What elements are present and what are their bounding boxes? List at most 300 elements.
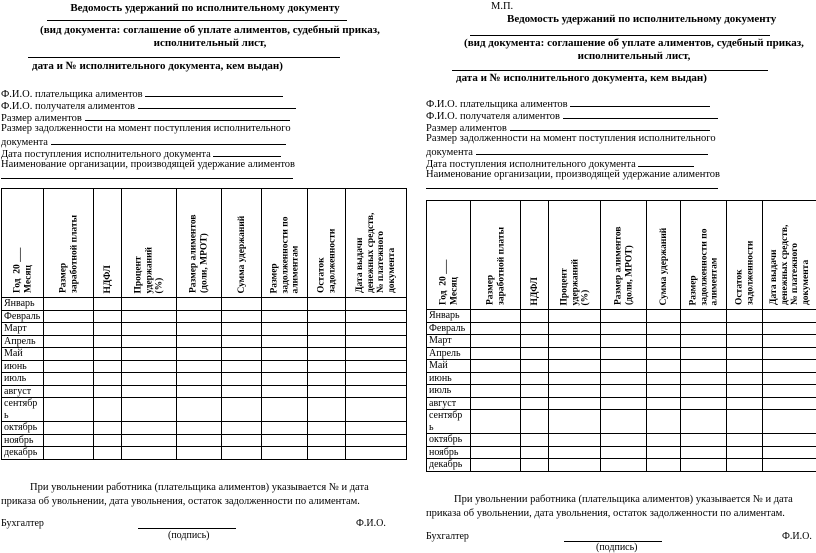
table-cell bbox=[647, 397, 681, 410]
table-cell bbox=[177, 434, 222, 447]
table-cell bbox=[94, 373, 122, 386]
doc-kind-underline bbox=[452, 70, 768, 71]
table-cell bbox=[601, 446, 647, 459]
form-title: Ведомость удержаний по исполнительному документу bbox=[70, 2, 340, 14]
field-debt-1: Размер задолженности на момент поступления исполнительного bbox=[1, 123, 291, 134]
table-cell bbox=[549, 335, 601, 348]
table-cell bbox=[521, 410, 549, 434]
table-cell bbox=[122, 447, 177, 460]
table-cell bbox=[44, 398, 94, 422]
table-cell bbox=[44, 335, 94, 348]
table-cell bbox=[94, 422, 122, 435]
table-cell bbox=[262, 385, 308, 398]
table-cell bbox=[94, 298, 122, 311]
table-cell bbox=[44, 447, 94, 460]
table-row bbox=[427, 335, 816, 348]
column-header bbox=[647, 201, 681, 310]
table-row bbox=[427, 310, 816, 323]
table-cell bbox=[727, 360, 763, 373]
table-cell bbox=[262, 310, 308, 323]
table-cell bbox=[94, 434, 122, 447]
table-cell bbox=[727, 347, 763, 360]
table-cell bbox=[262, 348, 308, 361]
table-row bbox=[2, 360, 407, 373]
table-row bbox=[2, 398, 407, 422]
table-cell bbox=[177, 323, 222, 336]
table-cell bbox=[521, 372, 549, 385]
table-cell bbox=[44, 434, 94, 447]
table-cell bbox=[122, 385, 177, 398]
table-cell bbox=[601, 347, 647, 360]
table-cell bbox=[222, 434, 262, 447]
column-header-label: Процент удержаний (%) bbox=[558, 258, 590, 305]
table-cell bbox=[521, 459, 549, 472]
column-header-label: Остаток задолженности bbox=[734, 240, 755, 305]
table-cell bbox=[647, 360, 681, 373]
title-underline bbox=[470, 35, 770, 36]
column-header-label: Процент удержаний (%) bbox=[133, 246, 165, 293]
table-cell bbox=[346, 348, 407, 361]
table-cell bbox=[647, 335, 681, 348]
table-cell bbox=[727, 434, 763, 447]
month-cell: сентябр ь bbox=[427, 410, 471, 434]
table-cell bbox=[94, 335, 122, 348]
table-cell bbox=[177, 422, 222, 435]
table-cell bbox=[681, 397, 727, 410]
table-cell bbox=[346, 447, 407, 460]
table-cell bbox=[346, 335, 407, 348]
accountant-label: Бухгалтер bbox=[426, 531, 469, 542]
table-row bbox=[2, 422, 407, 435]
table-cell bbox=[549, 372, 601, 385]
table-cell bbox=[471, 397, 521, 410]
table-cell bbox=[177, 447, 222, 460]
table-cell bbox=[601, 360, 647, 373]
table-cell bbox=[94, 398, 122, 422]
table-cell bbox=[549, 434, 601, 447]
doc-kind-underline bbox=[28, 57, 340, 58]
table-cell bbox=[222, 298, 262, 311]
column-header bbox=[177, 189, 222, 298]
month-cell: Январь bbox=[427, 310, 471, 323]
table-cell bbox=[262, 398, 308, 422]
table-cell bbox=[727, 397, 763, 410]
table-cell bbox=[346, 434, 407, 447]
table-cell bbox=[549, 310, 601, 323]
table-cell bbox=[308, 348, 346, 361]
month-cell: июль bbox=[2, 373, 44, 386]
field-label: Ф.И.О. плательщика алиментов bbox=[1, 89, 143, 100]
table-cell bbox=[222, 373, 262, 386]
table-cell bbox=[727, 310, 763, 323]
doc-kind-2: исполнительный лист, bbox=[577, 50, 691, 62]
column-header-label: Дата выдачи денежных средств, № платежного документа bbox=[355, 212, 397, 293]
table-cell bbox=[262, 434, 308, 447]
table-row bbox=[2, 348, 407, 361]
table-row bbox=[2, 298, 407, 311]
table-cell bbox=[308, 434, 346, 447]
month-cell: сентябр ь bbox=[2, 398, 44, 422]
fill-line bbox=[213, 147, 281, 157]
table-cell bbox=[177, 373, 222, 386]
column-header bbox=[521, 201, 549, 310]
doc-date: дата и № исполнительного документа, кем выдан) bbox=[456, 72, 707, 84]
table-cell bbox=[122, 298, 177, 311]
table-cell bbox=[177, 385, 222, 398]
table-cell bbox=[549, 410, 601, 434]
table-cell bbox=[601, 335, 647, 348]
fill-line bbox=[510, 121, 710, 131]
table-cell bbox=[763, 397, 816, 410]
table-cell bbox=[681, 360, 727, 373]
field-label: Дата поступления исполнительного документа bbox=[426, 159, 636, 170]
table-cell bbox=[521, 322, 549, 335]
table-cell bbox=[308, 360, 346, 373]
month-cell: июль bbox=[427, 385, 471, 398]
month-cell: Февраль bbox=[2, 310, 44, 323]
table-cell bbox=[763, 434, 816, 447]
table-cell bbox=[601, 459, 647, 472]
table-cell bbox=[471, 410, 521, 434]
table-cell bbox=[222, 335, 262, 348]
table-cell bbox=[763, 360, 816, 373]
month-cell: август bbox=[2, 385, 44, 398]
field-org: Наименование организации, производящей удержание алиментов bbox=[426, 169, 721, 180]
table-header-row bbox=[2, 189, 407, 298]
table-cell bbox=[601, 410, 647, 434]
table-cell bbox=[222, 360, 262, 373]
form-title: Ведомость удержаний по исполнительному документу bbox=[507, 13, 777, 25]
table-row bbox=[427, 410, 816, 434]
table-cell bbox=[681, 310, 727, 323]
table-cell bbox=[262, 422, 308, 435]
table-cell bbox=[763, 335, 816, 348]
table-cell bbox=[681, 459, 727, 472]
column-header bbox=[2, 189, 44, 298]
table-cell bbox=[94, 348, 122, 361]
table-cell bbox=[549, 385, 601, 398]
table-cell bbox=[122, 434, 177, 447]
table-cell bbox=[122, 398, 177, 422]
dismissal-note-2: приказа об увольнении, дата увольнения, остаток задолженности по алиментам. bbox=[1, 496, 360, 507]
field-label: Дата поступления исполнительного документа bbox=[1, 149, 211, 160]
month-cell: Май bbox=[427, 360, 471, 373]
table-cell bbox=[222, 323, 262, 336]
fio-label: Ф.И.О. bbox=[782, 531, 812, 542]
table-row bbox=[2, 434, 407, 447]
table-cell bbox=[122, 422, 177, 435]
column-header bbox=[763, 201, 816, 310]
column-header-label: Сумма удержаний bbox=[658, 227, 669, 305]
fio-label: Ф.И.О. bbox=[356, 518, 386, 529]
table-cell bbox=[177, 398, 222, 422]
table-cell bbox=[308, 373, 346, 386]
column-header bbox=[471, 201, 521, 310]
org-underline bbox=[1, 178, 293, 179]
table-cell bbox=[222, 447, 262, 460]
org-underline bbox=[426, 188, 718, 189]
fill-line bbox=[476, 145, 708, 155]
table-cell bbox=[549, 322, 601, 335]
field-label: Размер алиментов bbox=[426, 123, 507, 134]
stamp-place: М.П. bbox=[491, 1, 514, 12]
accountant-label: Бухгалтер bbox=[1, 518, 44, 529]
table-cell bbox=[763, 310, 816, 323]
deductions-table bbox=[1, 188, 407, 460]
month-cell: Апрель bbox=[427, 347, 471, 360]
column-header-label: Размер задолженности по алиментам bbox=[268, 216, 300, 293]
table-cell bbox=[222, 348, 262, 361]
month-cell: Апрель bbox=[2, 335, 44, 348]
table-cell bbox=[521, 335, 549, 348]
month-cell: ноябрь bbox=[427, 446, 471, 459]
column-header bbox=[44, 189, 94, 298]
field-label: Ф.И.О. получателя алиментов bbox=[1, 101, 135, 112]
table-cell bbox=[727, 335, 763, 348]
table-cell bbox=[601, 372, 647, 385]
table-cell bbox=[44, 310, 94, 323]
table-cell bbox=[308, 335, 346, 348]
field-debt-1: Размер задолженности на момент поступления исполнительного bbox=[426, 133, 716, 144]
table-cell bbox=[727, 372, 763, 385]
table-cell bbox=[471, 459, 521, 472]
table-cell bbox=[346, 310, 407, 323]
table-cell bbox=[647, 347, 681, 360]
table-cell bbox=[177, 298, 222, 311]
table-cell bbox=[681, 372, 727, 385]
column-header bbox=[222, 189, 262, 298]
table-cell bbox=[471, 322, 521, 335]
table-cell bbox=[262, 373, 308, 386]
table-cell bbox=[308, 385, 346, 398]
month-cell: ноябрь bbox=[2, 434, 44, 447]
table-cell bbox=[471, 310, 521, 323]
table-row bbox=[427, 322, 816, 335]
table-cell bbox=[471, 434, 521, 447]
table-cell bbox=[727, 410, 763, 434]
table-cell bbox=[549, 397, 601, 410]
column-header-label: Размер заработной платы bbox=[485, 227, 506, 305]
month-cell: июнь bbox=[427, 372, 471, 385]
table-cell bbox=[549, 360, 601, 373]
table-cell bbox=[763, 322, 816, 335]
table-cell bbox=[262, 360, 308, 373]
table-cell bbox=[346, 385, 407, 398]
column-header bbox=[346, 189, 407, 298]
month-cell: Январь bbox=[2, 298, 44, 311]
table-cell bbox=[763, 385, 816, 398]
dismissal-note-2: приказа об увольнении, дата увольнения, остаток задолженности по алиментам. bbox=[426, 508, 785, 519]
table-cell bbox=[471, 335, 521, 348]
table-cell bbox=[346, 360, 407, 373]
table-cell bbox=[521, 446, 549, 459]
table-cell bbox=[346, 323, 407, 336]
column-header-label: Сумма удержаний bbox=[236, 215, 247, 293]
table-cell bbox=[647, 322, 681, 335]
table-cell bbox=[122, 335, 177, 348]
column-header bbox=[122, 189, 177, 298]
doc-kind-1: (вид документа: соглашение об уплате алиментов, судебный приказ, bbox=[464, 37, 804, 49]
month-cell: Март bbox=[2, 323, 44, 336]
table-row bbox=[2, 385, 407, 398]
table-cell bbox=[521, 310, 549, 323]
table-cell bbox=[94, 360, 122, 373]
table-cell bbox=[177, 335, 222, 348]
table-cell bbox=[601, 434, 647, 447]
table-cell bbox=[122, 323, 177, 336]
column-header bbox=[308, 189, 346, 298]
table-cell bbox=[44, 323, 94, 336]
table-cell bbox=[763, 372, 816, 385]
table-cell bbox=[681, 385, 727, 398]
signature-line bbox=[138, 528, 236, 529]
fill-line bbox=[638, 157, 694, 167]
doc-date: дата и № исполнительного документа, кем выдан) bbox=[32, 60, 283, 72]
table-cell bbox=[262, 335, 308, 348]
column-header-label: Дата выдачи денежных средств, № платежного документа bbox=[768, 224, 810, 305]
table-cell bbox=[471, 347, 521, 360]
month-cell: октябрь bbox=[427, 434, 471, 447]
table-row bbox=[427, 372, 816, 385]
month-cell: июнь bbox=[2, 360, 44, 373]
table-cell bbox=[549, 446, 601, 459]
table-cell bbox=[222, 398, 262, 422]
field-org: Наименование организации, производящей удержание алиментов bbox=[1, 159, 296, 170]
column-header bbox=[681, 201, 727, 310]
table-row bbox=[427, 446, 816, 459]
table-cell bbox=[122, 348, 177, 361]
table-cell bbox=[177, 348, 222, 361]
table-cell bbox=[727, 385, 763, 398]
column-header bbox=[727, 201, 763, 310]
table-row bbox=[2, 335, 407, 348]
table-cell bbox=[763, 446, 816, 459]
table-row bbox=[2, 447, 407, 460]
fill-line bbox=[563, 109, 718, 119]
title-underline bbox=[47, 20, 347, 21]
table-cell bbox=[262, 298, 308, 311]
table-cell bbox=[601, 322, 647, 335]
table-cell bbox=[122, 360, 177, 373]
column-header-label: Год 20 ___ Месяц bbox=[12, 247, 33, 293]
field-label: документа bbox=[426, 147, 473, 158]
table-row bbox=[427, 459, 816, 472]
table-row bbox=[427, 347, 816, 360]
column-header-label: НДФЛ bbox=[529, 276, 540, 305]
table-row bbox=[427, 385, 816, 398]
column-header bbox=[601, 201, 647, 310]
table-cell bbox=[94, 385, 122, 398]
column-header bbox=[427, 201, 471, 310]
column-header-label: Год 20 ___ Месяц bbox=[438, 259, 459, 305]
table-cell bbox=[647, 434, 681, 447]
month-cell: Май bbox=[2, 348, 44, 361]
signature-caption: (подпись) bbox=[168, 530, 210, 541]
table-cell bbox=[647, 385, 681, 398]
month-cell: декабрь bbox=[2, 447, 44, 460]
table-cell bbox=[521, 360, 549, 373]
table-cell bbox=[308, 398, 346, 422]
table-header-row bbox=[427, 201, 816, 310]
table-cell bbox=[44, 385, 94, 398]
table-cell bbox=[727, 446, 763, 459]
month-cell: Март bbox=[427, 335, 471, 348]
table-cell bbox=[44, 422, 94, 435]
fill-line bbox=[145, 87, 283, 97]
table-cell bbox=[471, 446, 521, 459]
table-cell bbox=[727, 459, 763, 472]
field-label: документа bbox=[1, 137, 48, 148]
table-cell bbox=[222, 310, 262, 323]
table-row bbox=[427, 360, 816, 373]
table-cell bbox=[177, 360, 222, 373]
column-header bbox=[262, 189, 308, 298]
table-row bbox=[427, 434, 816, 447]
table-cell bbox=[763, 347, 816, 360]
column-header-label: НДФЛ bbox=[102, 264, 113, 293]
table-cell bbox=[471, 372, 521, 385]
table-cell bbox=[122, 310, 177, 323]
table-cell bbox=[601, 310, 647, 323]
table-cell bbox=[681, 410, 727, 434]
table-cell bbox=[681, 335, 727, 348]
table-cell bbox=[346, 398, 407, 422]
field-label: Ф.И.О. получателя алиментов bbox=[426, 111, 560, 122]
table-row bbox=[2, 323, 407, 336]
table-cell bbox=[647, 410, 681, 434]
column-header-label: Остаток задолженности bbox=[316, 228, 337, 293]
table-cell bbox=[521, 434, 549, 447]
table-cell bbox=[177, 310, 222, 323]
table-cell bbox=[44, 373, 94, 386]
table-cell bbox=[44, 348, 94, 361]
table-cell bbox=[647, 372, 681, 385]
table-cell bbox=[44, 298, 94, 311]
table-cell bbox=[94, 310, 122, 323]
dismissal-note-1: При увольнении работника (плательщика алиментов) указывается № и дата bbox=[30, 482, 369, 493]
doc-kind: (вид документа: соглашение об уплате алиментов, судебный приказ, исполнительный лист, bbox=[40, 24, 380, 49]
table-cell bbox=[346, 373, 407, 386]
column-header bbox=[549, 201, 601, 310]
fill-line bbox=[138, 99, 296, 109]
table-cell bbox=[601, 385, 647, 398]
table-cell bbox=[681, 446, 727, 459]
column-header-label: Размер заработной платы bbox=[58, 215, 79, 293]
table-cell bbox=[521, 397, 549, 410]
table-cell bbox=[122, 373, 177, 386]
table-cell bbox=[549, 459, 601, 472]
signature-caption: (подпись) bbox=[596, 542, 638, 553]
table-cell bbox=[521, 347, 549, 360]
table-cell bbox=[727, 322, 763, 335]
table-cell bbox=[222, 422, 262, 435]
table-cell bbox=[262, 323, 308, 336]
fill-line bbox=[570, 97, 710, 107]
field-label: Размер алиментов bbox=[1, 113, 82, 124]
table-cell bbox=[471, 360, 521, 373]
column-header-label: Размер алиментов (доли, МРОТ) bbox=[188, 214, 209, 293]
table-row bbox=[2, 310, 407, 323]
dismissal-note-1: При увольнении работника (плательщика алиментов) указывается № и дата bbox=[454, 494, 793, 505]
column-header-label: Размер задолженности по алиментам bbox=[687, 228, 719, 305]
month-cell: Февраль bbox=[427, 322, 471, 335]
table-cell bbox=[681, 434, 727, 447]
table-cell bbox=[471, 385, 521, 398]
table-cell bbox=[647, 459, 681, 472]
table-cell bbox=[549, 347, 601, 360]
column-header bbox=[94, 189, 122, 298]
table-cell bbox=[222, 385, 262, 398]
